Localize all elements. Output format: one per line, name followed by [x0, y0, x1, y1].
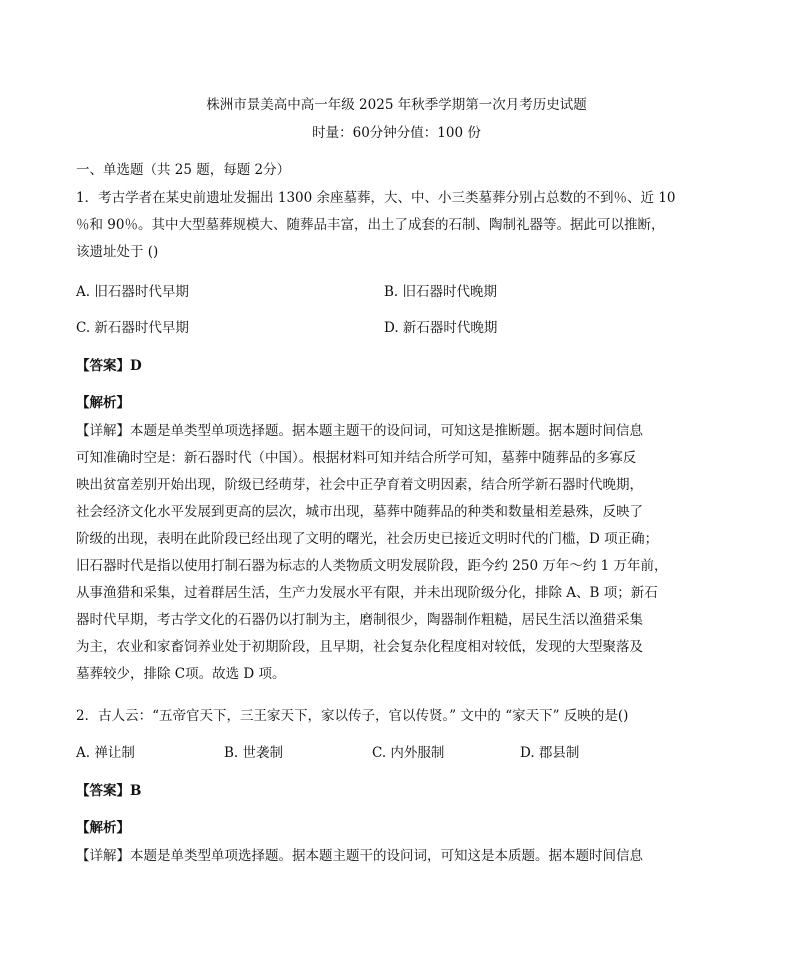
analysis-line: 从事渔猎和采集，过着群居生活，生产力发展水平有限，并未出现阶级分化，排除 A、B 项；新石 — [76, 585, 658, 601]
q2-analysis-label: 【解析】 — [76, 820, 130, 836]
analysis-line: 旧石器时代是指以使用打制石器为标志的人类物质文明发展阶段，距今约 250 万年～约 1 万年前， — [76, 558, 668, 574]
section-heading: 一、单选题（共 25 题，每题 2分） — [76, 162, 291, 178]
answer-value: B — [130, 783, 142, 799]
q2-option-a: A. 禅让制 — [76, 745, 135, 761]
analysis-line: 阶级的出现，表明在此阶段已经出现了文明的曙光，社会历史已接近文明时代的门槛，D 项正确； — [76, 531, 659, 547]
q2-answer — [76, 781, 141, 801]
analysis-line: 社会经济文化水平发展到更高的层次，城市出现，墓葬中随葬品的种类和数量相差悬殊，反映了 — [76, 504, 643, 520]
analysis-line: 【详解】本题是单类型单项选择题。据本题主题干的设问词，可知这是本质题。据本题时间信息 — [76, 848, 643, 864]
answer-label: 【答案】 — [76, 783, 130, 799]
answer-label: 【答案】 — [76, 358, 130, 374]
answer-value: D — [130, 358, 142, 374]
analysis-line: 可知准确时空是：新石器时代（中国）。根据材料可知并结合所学可知，墓葬中随葬品的多寡反 — [76, 450, 637, 466]
q1-option-a: A. 旧石器时代早期 — [76, 284, 189, 300]
analysis-line: 器时代早期，考古学文化的石器仍以打制为主，磨制很少，陶器制作粗糙，居民生活以渔猎采集 — [76, 612, 643, 628]
analysis-line: 映出贫富差别开始出现，阶级已经萌芽，社会中正孕育着文明因素，结合所学新石器时代晚期， — [76, 477, 643, 493]
q1-option-c: C. 新石器时代早期 — [76, 320, 189, 336]
q2-option-c: C. 内外服制 — [372, 745, 445, 761]
q1-stem-line: 该遗址处于 () — [76, 244, 159, 260]
q2-stem: 2．古人云：“五帝官天下，三王家天下，家以传子，官以传贤。” 文中的 “家天下” 反映的是() — [76, 708, 629, 724]
q1-option-b: B. 旧石器时代晚期 — [384, 284, 498, 300]
q2-option-d: D. 郡县制 — [520, 745, 580, 761]
exam-title: 株洲市景美高中高一年级 2025 年秋季学期第一次月考历史试题 — [206, 97, 587, 113]
q1-stem-line: 1．考古学者在某史前遗址发掘出 1300 余座墓葬，大、中、小三类墓葬分别占总数的不到％、近 10 — [76, 190, 676, 206]
q1-stem-line: ％和 90％。其中大型墓葬规模大、随葬品丰富，出土了成套的石制、陶制礼器等。据此可以推断， — [76, 217, 665, 233]
q1-analysis-label: 【解析】 — [76, 395, 130, 411]
analysis-line: 【详解】本题是单类型单项选择题。据本题主题干的设问词，可知这是推断题。据本题时间信息 — [76, 423, 643, 439]
analysis-line: 为主，农业和家畜饲养业处于初期阶段，且早期，社会复杂化程度相对较低，发现的大型聚落及 — [76, 639, 643, 655]
exam-subtitle: 时量：60分钟分值：100 份 — [312, 125, 481, 141]
q1-option-d: D. 新石器时代晚期 — [384, 320, 498, 336]
q2-option-b: B. 世袭制 — [224, 745, 284, 761]
analysis-line: 墓葬较少，排除 C项。故选 D 项。 — [76, 666, 286, 682]
q1-answer — [76, 356, 142, 376]
